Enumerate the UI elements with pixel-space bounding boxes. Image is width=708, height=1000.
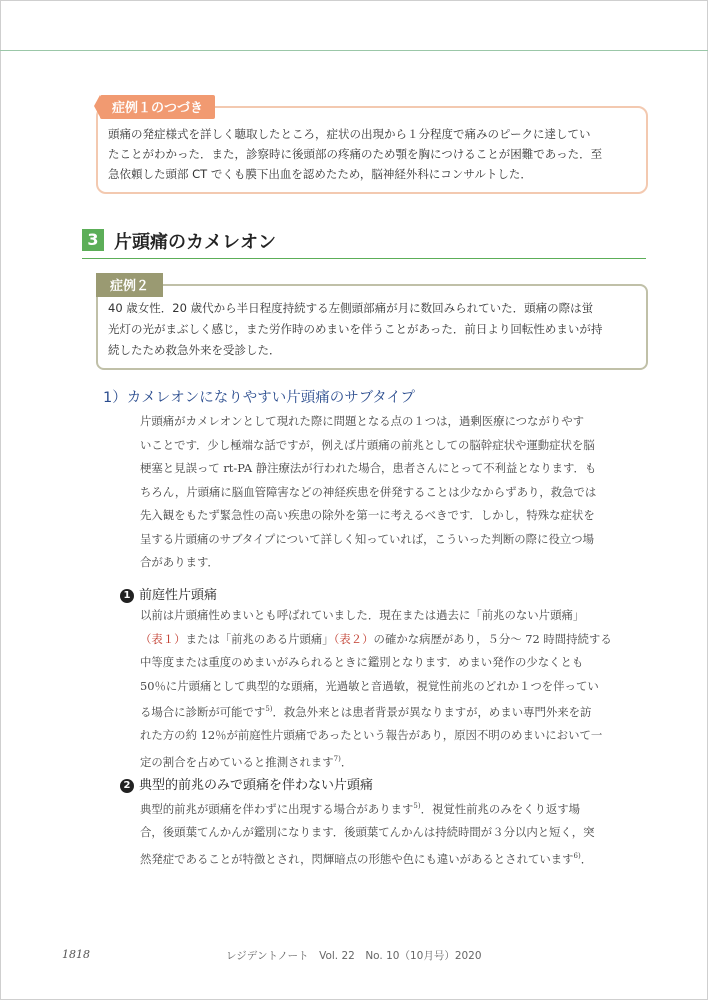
item2-heading	[120, 774, 373, 793]
paragraph-intro	[140, 410, 648, 575]
journal-info: レジデントノート Vol. 22 No. 10（10月号）2020	[226, 950, 482, 962]
case2-line: 光灯の光がまぶしく感じ，また労作時のめまいを伴うことがあった．前日より回転性めまいが持	[108, 322, 603, 336]
section-rule	[82, 258, 646, 259]
para-line: 典型的前兆が頭痛を伴わずに出現する場合があります$^{5)}$．視覚性前兆のみをくり返す場	[140, 801, 581, 816]
section-title: 片頭痛のカメレオン	[114, 232, 276, 253]
para-line: 然発症であることが特徴とされ，閃輝暗点の形態や色にも違いがあるとされています$^{6)}$．	[140, 851, 593, 866]
item2-number: 2	[120, 779, 134, 793]
table2-link[interactable]: （表２）	[333, 631, 374, 646]
item1-number: 1	[120, 589, 134, 603]
section-number: 3	[82, 229, 104, 251]
case1-line: 急依頼した頭部 CT でくも膜下出血を認めたため，脳神経外科にコンサルトした．	[108, 167, 532, 181]
para-line: 定の割合を占めていると推測されます$^{7)}$．	[140, 754, 353, 769]
case1-text	[108, 124, 636, 184]
para-line: 先入観をもたず緊急性の高い疾患の除外を第一に考えるべきです．しかし，特殊な症状を	[140, 508, 595, 522]
para-line: 呈する片頭痛のサブタイプについて詳しく知っていれば，こういった判断の際に役立つ場	[140, 531, 595, 546]
para-line: 中等度または重度のめまいがみられるときに鑑別となります．めまい発作の少なくとも	[140, 655, 584, 669]
subsection-title: 1）カメレオンになりやすい片頭痛のサブタイプ	[103, 390, 415, 406]
page-number: 1818	[62, 948, 90, 961]
para-line: 合，後頭葉てんかんが鑑別になります．後頭葉てんかんは持続時間が３分以内と短く，突	[140, 825, 595, 840]
case1-line: 頭痛の発症様式を詳しく聴取したところ，症状の出現から１分程度で痛みのピークに達してい	[108, 127, 591, 141]
case1-line: たことがわかった．また，診察時に後頭部の疼痛のため顎を胸につけることが困難であった．至	[108, 147, 603, 161]
paragraph-vestibular-migraine	[140, 604, 648, 774]
para-line: （表１）または「前兆のある片頭痛」（表２）の確かな病歴があり，５分〜 72 時間持続する	[140, 631, 612, 646]
para-line: ちろん，片頭痛に脳血管障害などの神経疾患を併発することは少なからずあり，救急では	[140, 484, 597, 499]
reference-mark: 6)	[573, 851, 581, 860]
case2-tab: 症例２	[96, 273, 163, 297]
item1-heading-text: 前庭性片頭痛	[139, 588, 218, 603]
item1-heading	[120, 584, 217, 603]
paragraph-aura-without-headache	[140, 795, 648, 871]
para-line: 以前は片頭痛性めまいとも呼ばれていました．現在または過去に「前兆のない片頭痛」	[140, 608, 585, 622]
item2-heading-text: 典型的前兆のみで頭痛を伴わない片頭痛	[139, 778, 374, 793]
para-line: る場合に診断が可能です$^{5)}$．救急外来とは患者背景が異なりますが，めまい専門外来を訪	[140, 704, 592, 719]
case2-line: 続したため救急外来を受診した．	[108, 343, 281, 357]
header-rule	[0, 50, 708, 51]
case2-text	[108, 298, 636, 361]
para-line: 合があります．	[140, 555, 219, 569]
table1-link[interactable]: （表１）	[140, 631, 186, 646]
para-line: いことです．少し極端な話ですが，例えば片頭痛の前兆としての脳幹症状や運動症状を脳	[140, 437, 595, 452]
para-line: 梗塞と見誤って rt-PA 静注療法が行われた場合，患者さんにとって不利益となります．も	[140, 461, 597, 475]
para-line: れた方の約 12％が前庭性片頭痛であったという報告があり，原因不明のめまいにおいて一	[140, 728, 603, 743]
case1-tab: 症例１のつづき	[100, 95, 215, 119]
reference-mark: 7)	[333, 754, 341, 763]
reference-mark: 5)	[265, 705, 273, 713]
case2-line: 40 歳女性．20 歳代から半日程度持続する左側頭部痛が月に数回みられていた．頭痛の際は蛍	[108, 301, 594, 315]
reference-mark: 5)	[413, 802, 421, 810]
para-line: 50％に片頭痛として典型的な頭痛，光過敏と音過敏，視覚性前兆のどれか１つを伴ってい	[140, 678, 599, 693]
para-line: 片頭痛がカメレオンとして現れた際に問題となる点の１つは，過剰医療につながりやす	[140, 414, 585, 428]
